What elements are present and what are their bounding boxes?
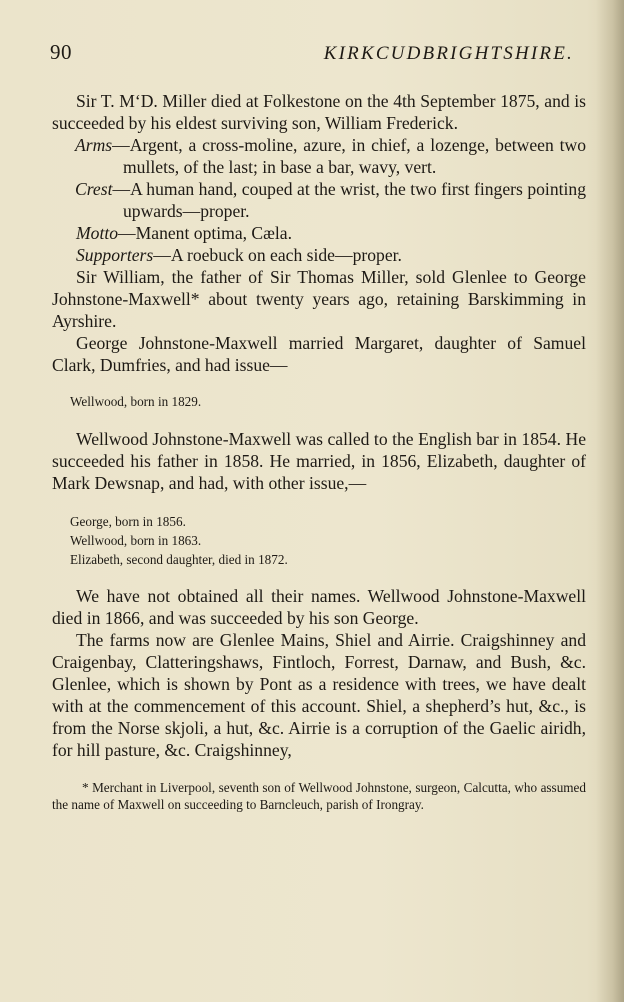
crest-text: —A human hand, couped at the wrist, the two first fingers pointing upwards—proper. bbox=[112, 179, 586, 221]
paragraph-farms: The farms now are Glenlee Mains, Shiel and Airrie. Craigshinney and Craigenbay, Clatteringshaws, Fintloch, Forrest, Darnaw, and Bush, &c. Glenlee, which is shown by Pont as a residence with trees, we have dealt with at the commencement of this account. Shiel, a shepherd’s hut, &c., is from the Norse skjoli, a hut, &c. Airrie is a corruption of the Gaelic airidh, for hill pasture, &c. Craigshinney, bbox=[52, 630, 586, 760]
arms-label: Arms bbox=[75, 135, 113, 155]
issue-list-1 bbox=[52, 392, 586, 411]
supporters-label: Supporters bbox=[76, 245, 154, 265]
crest-label: Crest bbox=[75, 179, 113, 199]
issue-list-2 bbox=[52, 512, 586, 569]
crest-entry bbox=[52, 178, 586, 222]
footnote bbox=[52, 779, 586, 813]
list-item: Elizabeth, second daughter, died in 1872. bbox=[70, 552, 288, 567]
running-head: KIRKCUDBRIGHTSHIRE. bbox=[323, 43, 574, 64]
paragraph-wellwood: Wellwood Johnstone-Maxwell was called to the English bar in 1854. He succeeded his father in 1858. He married, in 1856, Elizabeth, daughter of Mark Dewsnap, and had, with other issue,— bbox=[52, 429, 586, 493]
paragraph-sir-william: Sir William, the father of Sir Thomas Miller, sold Glenlee to George Johnstone-Maxwell* about twenty years ago, retaining Barskimming in Ayrshire. bbox=[52, 267, 586, 331]
page-number: 90 bbox=[50, 40, 72, 64]
supporters-entry bbox=[52, 244, 586, 266]
motto-label: Motto bbox=[76, 223, 119, 243]
text-block bbox=[52, 40, 586, 813]
arms-entry bbox=[52, 134, 586, 178]
motto-text: —Manent optima, Cæla. bbox=[118, 223, 292, 243]
list-item: George, born in 1856. bbox=[70, 514, 186, 529]
list-item: Wellwood, born in 1829. bbox=[70, 394, 202, 409]
footnote-text: * Merchant in Liverpool, seventh son of Wellwood Johnstone, surgeon, Calcutta, who assumed the name of Maxwell on succeeding to Barncleuch, parish of Irongray. bbox=[52, 780, 586, 812]
list-item: Wellwood, born in 1863. bbox=[70, 533, 202, 548]
paragraph-miller-death: Sir T. M‘D. Miller died at Folkestone on the 4th September 1875, and is succeeded by his eldest surviving son, William Frederick. bbox=[52, 91, 586, 133]
page-header bbox=[52, 40, 586, 78]
supporters-text: —A roebuck on each side—proper. bbox=[153, 245, 402, 265]
paragraph-george-married: George Johnstone-Maxwell married Margaret, daughter of Samuel Clark, Dumfries, and had issue— bbox=[52, 333, 586, 375]
page-edge-shadow bbox=[596, 0, 624, 1002]
paragraph-names: We have not obtained all their names. Wellwood Johnstone-Maxwell died in 1866, and was succeeded by his son George. bbox=[52, 586, 586, 628]
arms-text: —Argent, a cross-moline, azure, in chief, a lozenge, between two mullets, of the last; in base a bar, wavy, vert. bbox=[112, 135, 586, 177]
motto-entry bbox=[52, 222, 586, 244]
